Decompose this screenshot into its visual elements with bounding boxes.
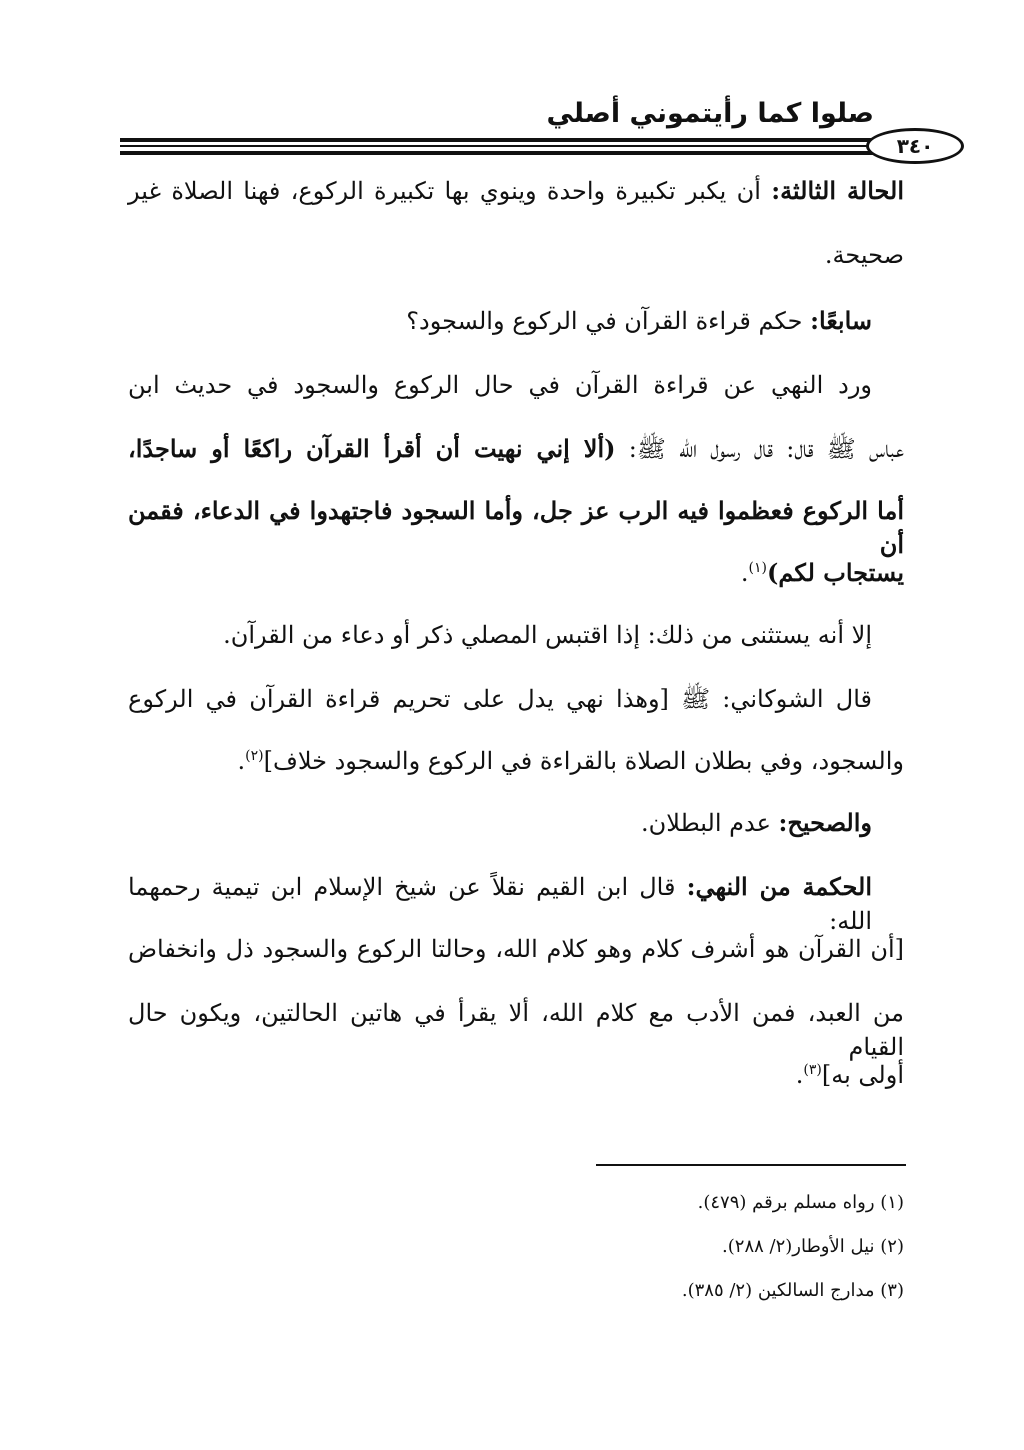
body-line-13: [أن القرآن هو أشرف كلام وهو كلام الله، وحالتا الركوع والسجود ذل وانخفاض (128, 935, 904, 963)
body-line-10 (237, 744, 904, 778)
hadith-intro: عباس ﷺ قال: قال رسول الله ﷺ: (615, 435, 905, 463)
seventh-heading: سابعًا: (810, 306, 872, 335)
footnote-ref-3[interactable]: (٣) (803, 1062, 822, 1078)
body-line-7 (741, 556, 904, 590)
body-line-5 (128, 432, 904, 466)
body-line-8: إلا أنه يستثنى من ذلك: إذا اقتبس المصلي ذكر أو دعاء من القرآن. (223, 621, 872, 649)
body-line-11 (641, 806, 872, 840)
shawkani-quote-end: والسجود، وفي بطلان الصلاة بالقراءة في الركوع والسجود خلاف] (263, 747, 904, 775)
footnote-ref-2[interactable]: (٢) (245, 748, 264, 764)
body-line-6: أما الركوع فعظموا فيه الرب عز جل، وأما السجود فاجتهدوا في الدعاء، فقمن أن (128, 496, 904, 559)
header-rule-middle (120, 145, 906, 147)
line-end-period: . (795, 1061, 804, 1089)
body-line-14: من العبد، فمن الأدب مع كلام الله، ألا يقرأ في هاتين الحالتين، ويكون حال القيام (128, 999, 904, 1061)
body-line-15 (796, 1058, 904, 1092)
header-rule-top (120, 138, 906, 142)
body-line-9: قال الشوكاني: ﷺ [وهذا نهي يدل على تحريم قراءة القرآن في الركوع (128, 685, 872, 713)
body-line-1 (128, 174, 904, 208)
wisdom-heading: الحكمة من النهي: (686, 872, 872, 901)
book-title: صلوا كما رأيتموني أصلي (546, 98, 874, 129)
footnote-separator (596, 1164, 906, 1166)
wisdom-intro: قال ابن القيم نقلاً عن شيخ الإسلام ابن تيمية رحمهما الله: (128, 873, 872, 935)
case-three-text: أن يكبر تكبيرة واحدة وينوي بها تكبيرة الركوع، فهنا الصلاة غير (128, 177, 772, 205)
footnote-1: (١) رواه مسلم برقم (٤٧٩). (697, 1192, 904, 1213)
footnote-2: (٢) نيل الأوطار(٢/ ٢٨٨). (722, 1236, 904, 1257)
wisdom-quote-end: أولى به] (821, 1061, 904, 1089)
body-line-4: ورد النهي عن قراءة القرآن في حال الركوع والسجود في حديث ابن (128, 371, 872, 399)
hadith-quote-end: يستجاب لكم) (767, 558, 904, 587)
body-line-3 (406, 304, 872, 338)
footnote-3: (٣) مدارج السالكين (٢/ ٣٨٥). (681, 1280, 904, 1301)
body-line-2: صحيحة. (824, 241, 904, 269)
footnote-ref-1[interactable]: (١) (748, 560, 768, 576)
line-end-period: . (740, 559, 749, 587)
seventh-question: حكم قراءة القرآن في الركوع والسجود؟ (406, 307, 811, 335)
body-line-12 (128, 870, 872, 938)
header-rule-bottom (120, 151, 906, 155)
line-end-period: . (237, 747, 246, 775)
page-number: ٣٤٠ (866, 128, 964, 164)
correct-heading: والصحيح: (778, 808, 872, 837)
case-three-heading: الحالة الثالثة: (771, 176, 904, 205)
correct-text: عدم البطلان. (641, 809, 779, 837)
hadith-quote-start: (ألا إني نهيت أن أقرأ القرآن راكعًا أو ساجدًا، (128, 434, 616, 463)
